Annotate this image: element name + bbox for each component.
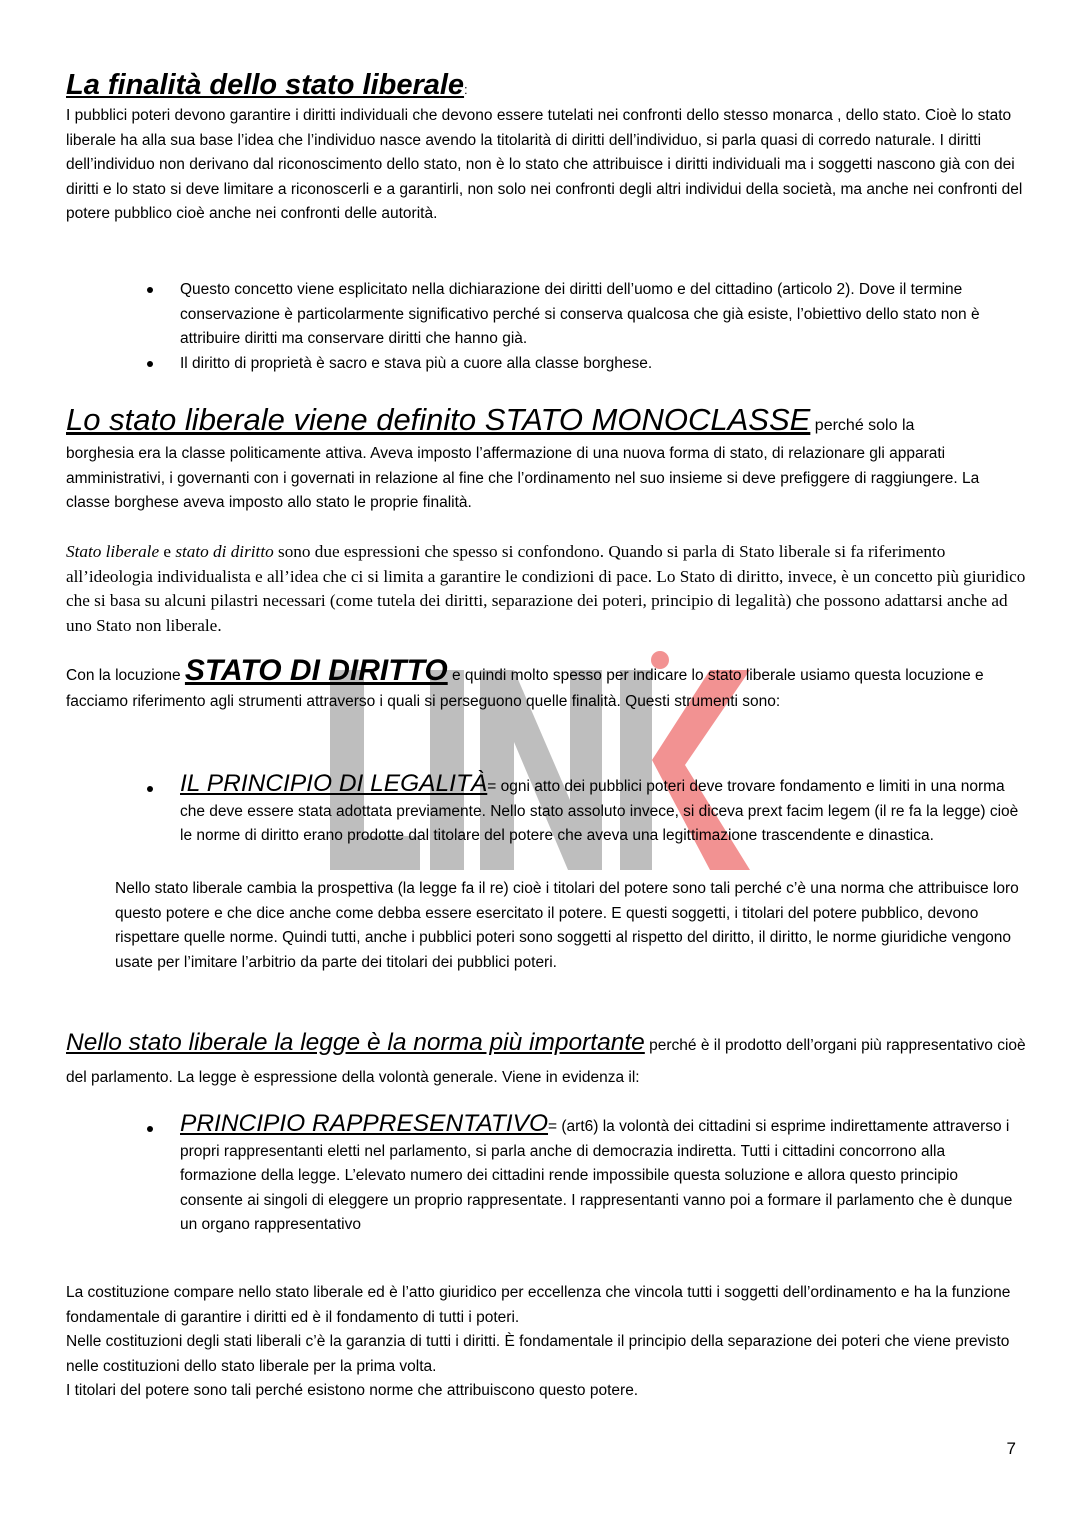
title-stato-di-diritto: STATO DI DIRITTO — [184, 654, 448, 687]
costituzione-line: Nelle costituzioni degli stati liberali c’è la garanzia di tutti i diritti. È fondamentale il principio della separazione dei poteri che viene previsto nelle costituzioni dello stato liberale per la prima volta. — [66, 1333, 1010, 1375]
paragraph-monoclasse: borghesia era la classe politicamente attiva. Aveva imposto l’affermazione di una nuova forma di stato, di relazionare gli apparati amministrativi, i governanti con i governati in relazione al fine che l’ordinamento nel suo insieme si deve prefiggere di raggiungere. La classe borghese aveva imposto allo stato le proprie finalità. — [66, 445, 980, 512]
paragraph-stato-diritto-definizione — [66, 540, 1026, 638]
costituzione-line: La costituzione compare nello stato liberale ed è l’atto giuridico per eccellenza che vincola tutti i soggetti dell’ordinamento e ha la funzione fondamentale di garantire i diritti ed è il fondamento di tutti i poteri. — [66, 1284, 1011, 1326]
text-principio-rappresentativo: = (art6) la volontà dei cittadini si esprime indirettamente attraverso i propri rappresentanti eletti nel parlamento, si parla anche di democrazia indiretta. Tutti i cittadini concorrono alla formazione della legge. L’elevato numero dei cittadini rende impossibile questa soluzione e allora questo principio consente ai singoli di eleggere un proprio rappresentate. I rappresentanti vanno poi a formare il parlamento che è dunque un organo rappresentativo — [180, 1118, 1013, 1234]
heading-colon: : — [464, 82, 468, 97]
page-number: 7 — [1006, 1439, 1016, 1458]
term-stato-liberale: Stato liberale — [66, 542, 160, 561]
definition-text: sono due espressioni che spesso si confondono. Quando si parla di Stato liberale si fa riferimento all’ideologia individualista e all’idea che ci si limita a garantire le condizioni di pace. Lo Stato di diritto, invece, è un concetto più giuridico che si basa su alcuni pilastri necessari (come tutela dei diritti, separazione dei poteri, principio di legalità) che possono adattarsi anche ad uno Stato non liberale. — [66, 542, 1026, 635]
section-monoclasse — [66, 400, 1026, 446]
paragraph-finalita: I pubblici poteri devono garantire i diritti individuali che devono essere tutelati nei confronti dello stesso monarca , dello stato. Cioè lo stato liberale ha alla sua base l’idea che l’individuo nasce avendo la titolarità di diritti dell’individuo, si parla quasi di corredo naturale. I diritti dell’individuo non derivano dal riconoscimento dello stato, non è lo stato che attribuisce i diritti individuali ma i soggetti nascono già con dei diritti e lo stato si deve limitare a riconoscerli e a garantirli, non solo nei confronti degli altri individui della società, ma anche nei confronti del potere pubblico cioè anche nei confronti delle autorità. — [66, 107, 1023, 223]
paragraph-legge-fa-il-re: Nello stato liberale cambia la prospettiva (la legge fa il re) cioè i titolari del potere sono tali perché c’è una norma che attribuisce loro questo potere e che dice anche come debba essere esercitato il potere. E questi soggetti, i titolari del potere pubblico, devono rispettare quelle norme. Quindi tutti, anche i pubblici poteri sono soggetti al rispetto del diritto, il diritto, le norme giuridiche vengono usate per l’imitare l’arbitrio da parte dei titolari dei pubblici poteri. — [115, 880, 1019, 971]
section-legge-norma — [66, 1027, 1026, 1094]
title-principio-legalita: IL PRINCIPIO DI LEGALITÀ — [180, 770, 488, 797]
list-item: Questo concetto viene esplicitato nella dichiarazione dei diritti dell’uomo e del cittadino (articolo 2). Dove il termine conservazione è particolarmente significativo perché si conserva qualcosa che già esiste, l’obiettivo dello stato non è attribuire diritti ma conservare diritti che hanno già. — [180, 278, 1025, 352]
list-item: Il diritto di proprietà è sacro e stava più a cuore alla classe borghese. — [180, 352, 1025, 377]
heading-legge-norma: Nello stato liberale la legge è la norma più importante — [66, 1029, 645, 1056]
connector-text: e — [159, 542, 176, 561]
lead-text: Con la locuzione — [66, 667, 185, 684]
bullet-list-finalita — [180, 278, 1025, 376]
bullet-list-rappresentativo — [180, 1112, 1025, 1238]
list-item-rappresentativo — [180, 1112, 1025, 1238]
list-item-legalita — [180, 772, 1025, 849]
stato-di-diritto-text: e quindi molto spesso per indicare lo stato liberale usiamo questa locuzione e facciamo riferimento agli strumenti attraverso i quali si perseguono quelle finalità. Questi strumenti sono: — [66, 667, 984, 710]
heading-finalita: La finalità dello stato liberale — [66, 69, 465, 101]
text-principio-legalita: = ogni atto dei pubblici poteri deve trovare fondamento e limiti in una norma che deve essere stata adottata previamente. Nello stato assoluto invece, si diceva prext facim legem (il re fa la legge) cioè le norme di diritto erano prodotte dal titolare del potere che aveva una legittimazione trascendente e dinastica. — [180, 778, 1019, 845]
term-stato-di-diritto: stato di diritto — [175, 542, 274, 561]
bullet-list-legalita — [180, 772, 1025, 849]
title-principio-rappresentativo: PRINCIPIO RAPPRESENTATIVO — [180, 1110, 549, 1137]
section-finalita — [66, 68, 1026, 102]
heading-monoclasse-tail: perché solo la — [810, 417, 915, 434]
paragraph-stato-di-diritto — [66, 654, 1026, 715]
costituzione-line: I titolari del potere sono tali perché esistono norme che attribuiscono questo potere. — [66, 1382, 639, 1400]
heading-monoclasse: Lo stato liberale viene definito STATO MONOCLASSE — [66, 402, 811, 437]
section-costituzione — [66, 1281, 1026, 1404]
legge-norma-text: perché è il prodotto dell’organi più rappresentativo cioè del parlamento. La legge è espressione della volontà generale. Viene in evidenza il: — [66, 1037, 1026, 1086]
